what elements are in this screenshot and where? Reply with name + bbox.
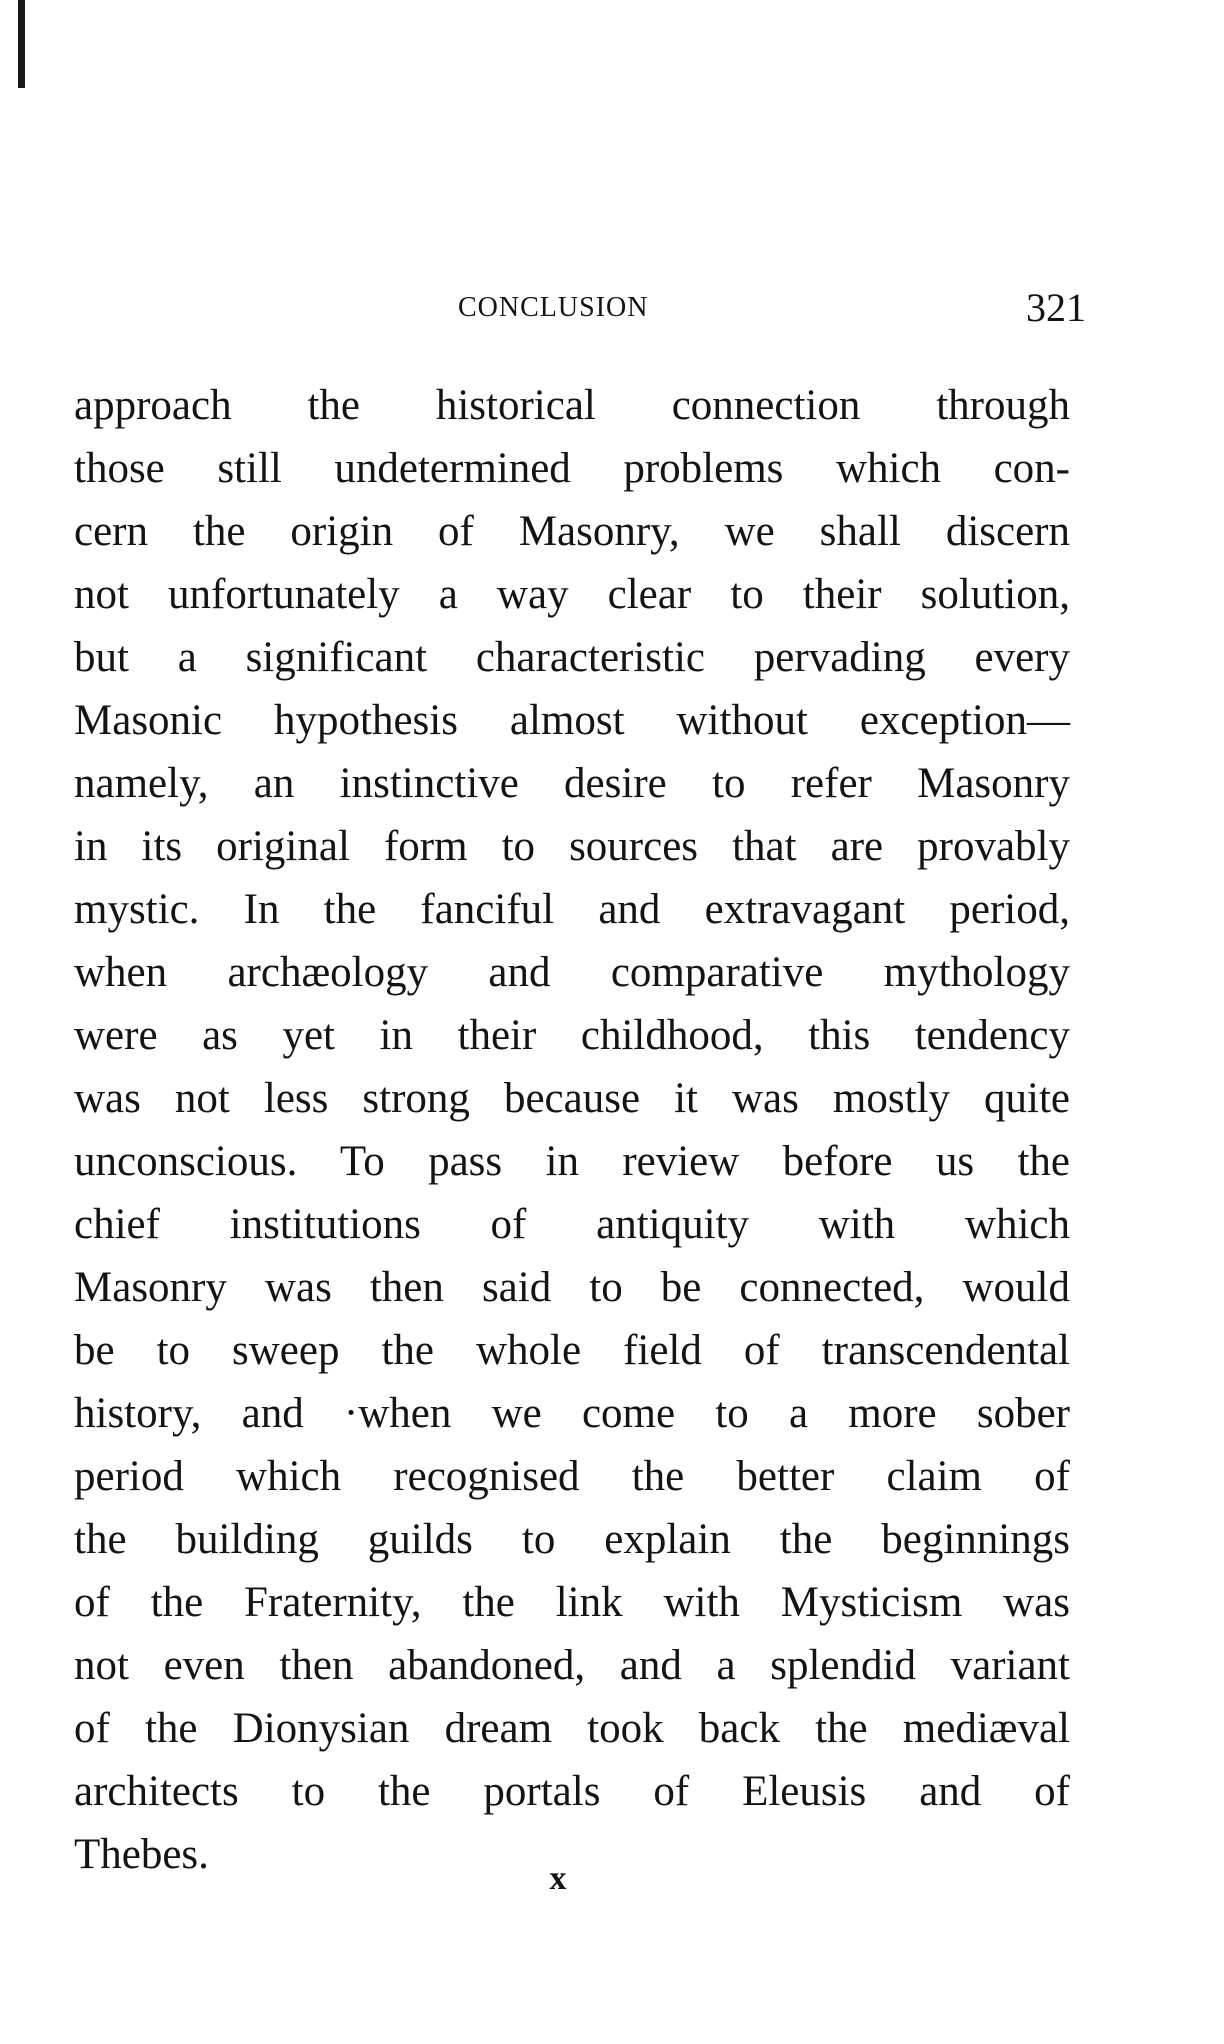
text-line: approach the historical connection through (74, 382, 1070, 429)
text-line: those still undetermined problems which con- (74, 445, 1070, 492)
page-number: 321 (1026, 285, 1086, 330)
text-line: Thebes. (74, 1831, 209, 1878)
text-line: Masonic hypothesis almost without exception— (74, 697, 1070, 744)
text-line: period which recognised the better claim of (74, 1453, 1070, 1500)
text-line: namely, an instinctive desire to refer Masonry (74, 760, 1070, 807)
text-line: mystic. In the fanciful and extravagant period, (74, 886, 1070, 933)
text-line: when archæology and comparative mythology (74, 949, 1070, 996)
text-line: not unfortunately a way clear to their solution, (74, 571, 1070, 618)
text-line: but a significant characteristic pervading every (74, 634, 1070, 681)
running-title: CONCLUSION (458, 292, 649, 323)
text-line: unconscious. To pass in review before us the (74, 1138, 1070, 1185)
scan-edge-mark (18, 0, 25, 88)
text-line: were as yet in their childhood, this tendency (74, 1012, 1070, 1059)
text-line: was not less strong because it was mostly quite (74, 1075, 1070, 1122)
signature-mark: x (549, 1860, 567, 1897)
text-line: of the Fraternity, the link with Mysticism was (74, 1579, 1070, 1626)
text-line: the building guilds to explain the beginnings (74, 1516, 1070, 1563)
text-line: not even then abandoned, and a splendid variant (74, 1642, 1070, 1689)
text-line: Masonry was then said to be connected, would (74, 1264, 1070, 1311)
text-line: in its original form to sources that are provably (74, 823, 1070, 870)
text-line: history, and ·when we come to a more sober (74, 1390, 1070, 1437)
body-text (74, 374, 1070, 1886)
text-line: be to sweep the whole field of transcendental (74, 1327, 1070, 1374)
running-header (0, 285, 1224, 330)
text-line: chief institutions of antiquity with which (74, 1201, 1070, 1248)
text-line: of the Dionysian dream took back the mediæval (74, 1705, 1070, 1752)
text-line: cern the origin of Masonry, we shall discern (74, 508, 1070, 555)
text-line: architects to the portals of Eleusis and of (74, 1768, 1070, 1815)
